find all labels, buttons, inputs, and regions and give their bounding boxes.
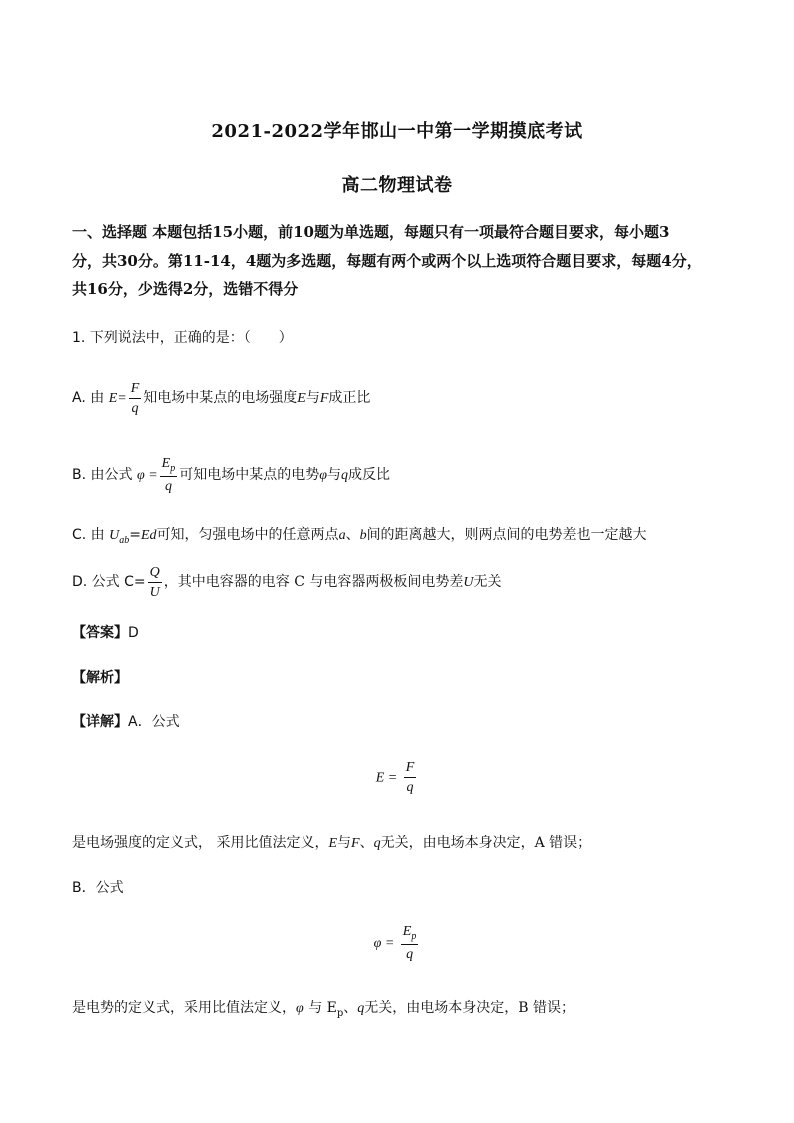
section-instructions bbox=[72, 218, 726, 304]
section-line-2: 分，共30分。第11-14，4题为多选题，每题有两个或两个以上选项符合题目要求，每题4分， bbox=[72, 251, 702, 270]
section-line-1: 一、选择题 本题包括15小题，前10题为单选题，每题只有一项最符合题目要求，每小题3 bbox=[72, 223, 670, 241]
detail-b-intro: B．公式 bbox=[72, 880, 124, 896]
fraction: $\frac{E_p}{q}$ bbox=[402, 924, 417, 962]
answer-line bbox=[72, 623, 732, 643]
answer-label: 【答案】 bbox=[72, 625, 128, 641]
detail-a-conclusion: 是电场强度的定义式， 采用比值法定义，E与F、q无关，由电场本身决定，A 错误； bbox=[72, 835, 592, 851]
question-stem bbox=[72, 328, 732, 348]
section-line-3: 共16分，少选得2分，选错不得分 bbox=[72, 280, 299, 298]
fraction: $\frac{Q}{U}$ bbox=[149, 564, 160, 600]
option-c: C. 由 $U_{ab}=Ed$可知，匀强电场中的任意两点a、b间的距离越大，则两点间的电势差也一定越大 bbox=[72, 527, 647, 546]
fraction: $\frac{F}{q}$ bbox=[405, 760, 415, 795]
fraction: $\frac{E_p}{q}$ bbox=[161, 456, 176, 494]
analysis-label: 【解析】 bbox=[72, 670, 128, 686]
equation-potential: φ = $\frac{E_p}{q}$ bbox=[373, 924, 417, 962]
detail-b-conclusion: 是电势的定义式，采用比值法定义，φ 与 $E_p$、q无关，由电场本身决定，B 错误； bbox=[72, 1000, 576, 1019]
exam-title: 2021-2022学年邯山一中第一学期摸底考试 bbox=[211, 121, 583, 142]
fraction: $\frac{F}{q}$ bbox=[130, 380, 140, 416]
answer-value: D bbox=[128, 625, 139, 641]
question-stem-text: 1. 下列说法中，正确的是：（ ） bbox=[72, 330, 293, 346]
analysis-line bbox=[72, 668, 732, 688]
detail-line: 【详解】A．公式 bbox=[72, 714, 180, 730]
option-b: B. 由公式 φ = $\frac{E_p}{q}$ 可知电场中某点的电势φ与q成反比 bbox=[72, 456, 390, 494]
option-d: D. 公式 C= $\frac{Q}{U}$ ，其中电容器的电容 C 与电容器两极板间电势差U无关 bbox=[72, 564, 502, 600]
option-a: A. 由 E= $\frac{F}{q}$ 知电场中某点的电场强度E与F成正比 bbox=[72, 380, 371, 416]
paper-title: 高二物理试卷 bbox=[341, 175, 453, 196]
equation-e-field: E = $\frac{F}{q}$ bbox=[375, 760, 415, 795]
detail-label: 【详解】 bbox=[72, 714, 128, 730]
